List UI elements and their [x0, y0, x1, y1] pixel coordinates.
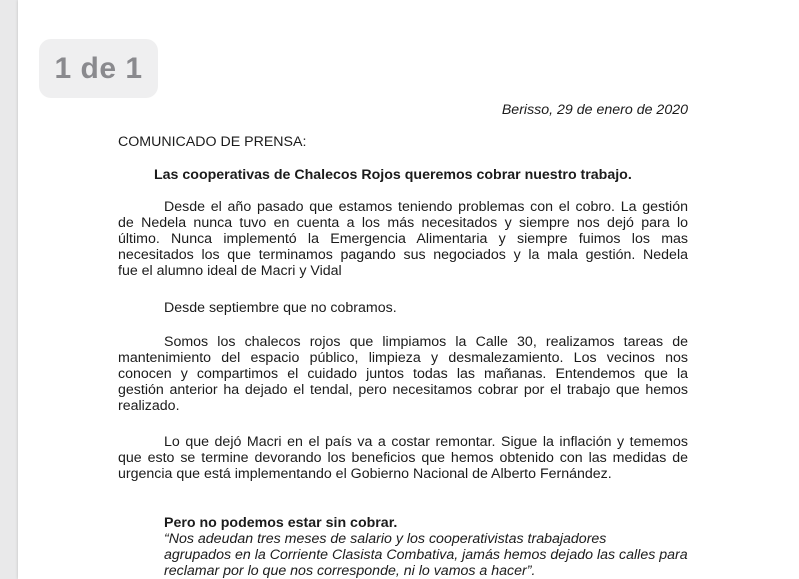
paragraph-1	[118, 199, 688, 279]
quote-block	[164, 531, 688, 579]
paragraph-line: último. Nunca implementó la Emergencia Alimentaria y siempre fuimos los mas	[118, 231, 688, 247]
paragraph-3	[118, 334, 688, 414]
paragraph-line: Lo que dejó Macri en el país va a costar remontar. Sigue la inflación y tememos	[164, 434, 688, 450]
paragraph-4	[118, 434, 688, 482]
paragraph-line: Desde septiembre que no cobramos.	[164, 300, 397, 316]
paragraph-5: Pero no podemos estar sin cobrar.	[164, 515, 398, 531]
quote-line: agrupados en la Corriente Clasista Combativa, jamás hemos dejado las calles para	[164, 547, 688, 563]
paragraph-line: fue el alumno ideal de Macri y Vidal	[118, 263, 342, 279]
paragraph-line: conocen y compartimos el cuidado juntos todas las mañanas. Entendemos que la	[118, 366, 688, 382]
paragraph-line: gestión anterior ha dejado el tendal, pero necesitamos cobrar por el trabajo que hemos	[118, 382, 688, 398]
paragraph-line: Somos los chalecos rojos que limpiamos la Calle 30, realizamos tareas de	[164, 334, 688, 350]
page-indicator: 1 de 1	[39, 39, 158, 98]
document-date: Berisso, 29 de enero de 2020	[501, 102, 688, 118]
quote-line: “Nos adeudan tres meses de salario y los cooperativistas trabajadores	[164, 531, 607, 547]
quote-line: reclamar por lo que nos corresponde, ni lo vamos a hacer”.	[164, 563, 536, 579]
document-heading: COMUNICADO DE PRENSA:	[118, 134, 307, 150]
paragraph-line: que esto se termine devorando los beneficios que hemos obtenido con las medidas de	[118, 450, 688, 466]
paragraph-2	[118, 300, 688, 316]
paragraph-line: de Nedela nunca tuvo en cuenta a los más necesitados y siempre nos dejó para lo	[118, 215, 688, 231]
paragraph-line: Desde el año pasado que estamos teniendo problemas con el cobro. La gestión	[164, 199, 688, 215]
paragraph-line: urgencia que está implementando el Gobierno Nacional de Alberto Fernández.	[118, 466, 612, 482]
document-headline: Las cooperativas de Chalecos Rojos queremos cobrar nuestro trabajo.	[154, 167, 632, 183]
paragraph-line: mantenimiento del espacio público, limpieza y desmalezamiento. Los vecinos nos	[118, 350, 688, 366]
paragraph-line: necesitados los que terminamos pagando sus negociados y la mala gestión. Nedela	[118, 247, 688, 263]
paragraph-line: realizado.	[118, 398, 180, 414]
